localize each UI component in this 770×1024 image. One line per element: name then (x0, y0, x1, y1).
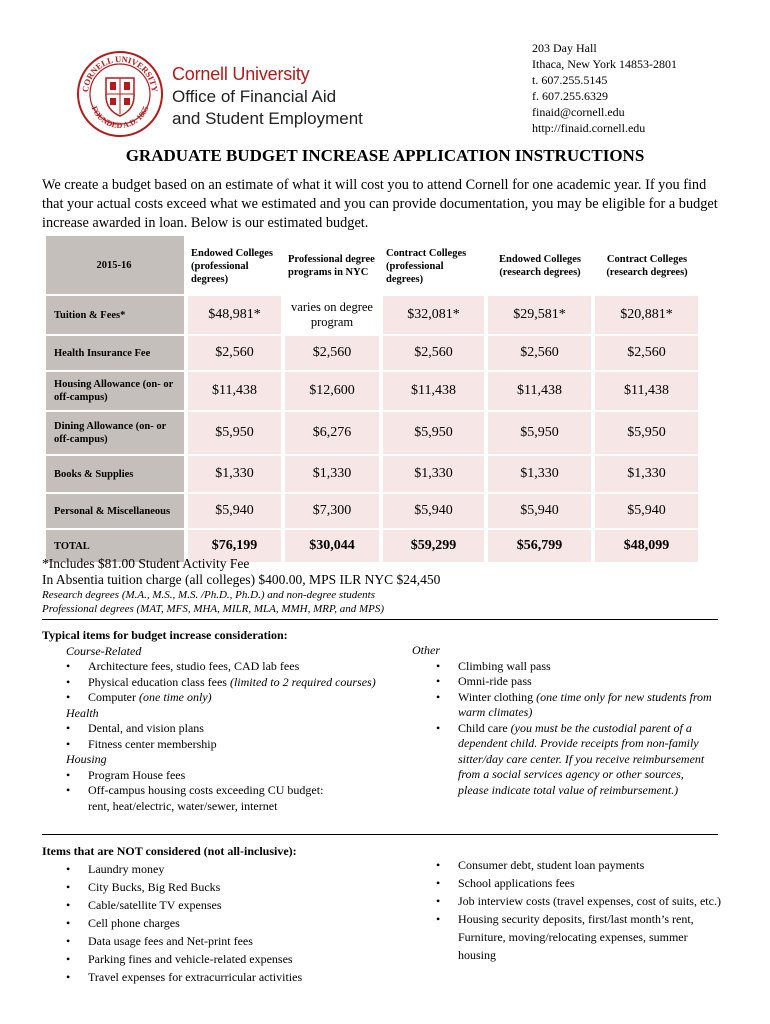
row-label: Personal & Miscellaneous (46, 494, 184, 530)
list-item: • City Bucks, Big Red Bucks (42, 878, 412, 896)
other-items-list (412, 659, 712, 799)
table-cell: $5,950 (488, 412, 591, 456)
row-label: Health Insurance Fee (46, 336, 184, 372)
list-item (412, 690, 712, 721)
table-cell: $12,600 (285, 372, 379, 412)
budget-table (42, 236, 702, 564)
item-note: (one time only for new students from warm climates) (458, 689, 712, 719)
item-note: (limited to 2 required courses) (229, 674, 376, 689)
address-line: Ithaca, New York 14853-2801 (532, 57, 677, 71)
table-cell: $5,940 (383, 494, 484, 530)
table-row (46, 336, 698, 372)
category-label: Health (66, 705, 99, 720)
table-cell: $11,438 (188, 372, 281, 412)
category-label: Other (412, 643, 440, 657)
row-label: Books & Supplies (46, 456, 184, 494)
item-note: (you must be the custodial parent of a dependent child. Provide receipts from non-family sitter/day care center. If you receive reimbursement from a social services agency or other sources, please indicate total value of reimbursement.) (458, 720, 705, 797)
table-cell: $29,581* (488, 296, 591, 336)
divider (42, 619, 718, 620)
total-cell: $30,044 (285, 530, 379, 564)
row-label: TOTAL (46, 530, 184, 564)
row-label: Tuition & Fees* (46, 296, 184, 336)
total-cell: $48,099 (595, 530, 698, 564)
column-header: Contract Colleges (professional degrees) (386, 247, 467, 285)
not-considered-right (412, 856, 722, 964)
cornell-seal-logo (76, 50, 164, 138)
item-text: Physical education class fees (88, 674, 227, 689)
page-title: GRADUATE BUDGET INCREASE APPLICATION INSTRUCTIONS (125, 146, 645, 165)
table-row (46, 494, 698, 530)
typical-items-right (412, 643, 712, 798)
table-cell: $5,950 (595, 412, 698, 456)
fax-line: f. 607.255.6329 (532, 89, 608, 103)
table-row (46, 372, 698, 412)
list-item (42, 783, 338, 814)
table-cell: varies on degree program (285, 296, 379, 336)
contact-address (532, 40, 677, 136)
column-header: Professional degree programs in NYC (288, 254, 375, 278)
list-item: • Housing security deposits, first/last month’s rent, Furniture, moving/relocating expenses, summer housing (412, 910, 722, 964)
table-cell: $5,940 (595, 494, 698, 530)
total-cell: $56,799 (488, 530, 591, 564)
item-text: Omni-ride pass (458, 674, 532, 688)
intro-paragraph: We create a budget based on an estimate of what it will cost you to attend Cornell for one academic year. If you find that your actual costs exceed what we estimated and you can provide documentation, you may be eligible for a budget increase awarded in loan. Below is our estimated budget. (42, 177, 718, 231)
total-cell: $76,199 (188, 530, 281, 564)
table-cell: $1,330 (188, 456, 281, 494)
list-item (412, 674, 712, 690)
list-item (42, 737, 412, 753)
not-considered-list-left (42, 860, 412, 986)
note-professional-degrees: Professional degrees (MAT, MFS, MHA, MILR, MLA, MMH, MRP, and MPS) (42, 603, 385, 615)
website-line: http://finaid.cornell.edu (532, 121, 646, 135)
list-item (412, 721, 712, 799)
item-text: Computer (88, 690, 136, 704)
column-header: Endowed Colleges (professional degrees) (191, 247, 273, 285)
total-cell: $59,299 (383, 530, 484, 564)
typical-items-left (42, 628, 412, 814)
column-header: Endowed Colleges (research degrees) (499, 254, 581, 278)
table-cell: $2,560 (188, 336, 281, 372)
item-text: Program House fees (88, 767, 186, 782)
table-cell: $5,950 (383, 412, 484, 456)
item-text: Fitness center membership (88, 736, 217, 751)
category-label: Course-Related (66, 643, 142, 658)
budget-year: 2015-16 (46, 236, 184, 296)
svg-text:CORNELL UNIVERSITY: CORNELL UNIVERSITY (79, 53, 161, 93)
section-heading: Items that are NOT considered (not all-inclusive): (42, 844, 297, 858)
list-item: • Parking fines and vehicle-related expenses (42, 950, 412, 968)
table-cell: $7,300 (285, 494, 379, 530)
table-cell: $20,881* (595, 296, 698, 336)
address-line: 203 Day Hall (532, 41, 597, 55)
list-item: • School applications fees (412, 874, 722, 892)
housing-items-list (42, 768, 412, 815)
item-note: (one time only) (139, 690, 212, 704)
table-cell: $2,560 (595, 336, 698, 372)
brand-office-line2: and Student Employment (172, 109, 363, 128)
note-activity-fee: *Includes $81.00 Student Activity Fee (42, 556, 250, 571)
item-text: Climbing wall pass (458, 658, 551, 673)
divider (42, 834, 718, 835)
brand-office-line1: Office of Financial Aid (172, 87, 337, 106)
list-item: • Consumer debt, student loan payments (412, 856, 722, 874)
list-item (42, 721, 412, 737)
table-cell: $11,438 (595, 372, 698, 412)
table-row (46, 296, 698, 336)
row-label: Dining Allowance (on- or off-campus) (46, 412, 184, 456)
item-text: Child care (458, 720, 508, 735)
table-cell: $32,081* (383, 296, 484, 336)
table-cell: $1,330 (595, 456, 698, 494)
list-item: • Job interview costs (travel expenses, cost of suits, etc.) (412, 892, 722, 910)
list-item (42, 768, 412, 784)
svg-text:FOUNDED A.D. 1865: FOUNDED A.D. 1865 (89, 104, 151, 131)
table-row (46, 412, 698, 456)
list-item: • Laundry money (42, 860, 412, 878)
list-item: • Data usage fees and Net-print fees (42, 932, 412, 950)
not-considered-list-right (412, 856, 722, 964)
table-cell: $5,950 (188, 412, 281, 456)
not-considered-left (42, 842, 412, 986)
table-cell: $1,330 (488, 456, 591, 494)
row-label: Housing Allowance (on- or off-campus) (46, 372, 184, 412)
budget-notes (42, 556, 440, 616)
note-in-absentia: In Absentia tuition charge (all colleges) $400.00, MPS ILR NYC $24,450 (42, 572, 441, 587)
section-heading: Typical items for budget increase consideration: (42, 628, 288, 642)
health-items-list (42, 721, 412, 752)
phone-line: t. 607.255.5145 (532, 73, 608, 87)
category-label: Housing (66, 752, 107, 766)
table-cell: $2,560 (488, 336, 591, 372)
table-cell: $2,560 (285, 336, 379, 372)
budget-header-row (46, 236, 698, 296)
note-research-degrees: Research degrees (M.A., M.S., M.S. /Ph.D., Ph.D.) and non-degree students (42, 589, 375, 601)
table-row (46, 456, 698, 494)
table-cell: $11,438 (383, 372, 484, 412)
table-cell: $5,940 (188, 494, 281, 530)
email-line: finaid@cornell.edu (532, 105, 625, 119)
list-item: • Cable/satellite TV expenses (42, 896, 412, 914)
table-cell: $1,330 (285, 456, 379, 494)
table-cell: $11,438 (488, 372, 591, 412)
table-cell: $5,940 (488, 494, 591, 530)
list-item (42, 690, 412, 706)
table-cell: $2,560 (383, 336, 484, 372)
column-header: Contract Colleges (research degrees) (606, 254, 688, 278)
list-item (42, 675, 412, 691)
brand-university-name: Cornell University (172, 64, 310, 84)
course-items-list (42, 659, 412, 706)
list-item (42, 659, 412, 675)
item-text: Architecture fees, studio fees, CAD lab fees (88, 659, 300, 673)
list-item: • Cell phone charges (42, 914, 412, 932)
table-cell: $6,276 (285, 412, 379, 456)
table-cell: $1,330 (383, 456, 484, 494)
list-item (412, 659, 712, 675)
item-text: Winter clothing (458, 689, 534, 704)
item-text: Dental, and vision plans (88, 721, 204, 735)
table-cell: $48,981* (188, 296, 281, 336)
item-text: Off-campus housing costs exceeding CU budget: rent, heat/electric, water/sewer, internet (88, 783, 324, 813)
list-item: • Travel expenses for extracurricular activities (42, 968, 412, 986)
